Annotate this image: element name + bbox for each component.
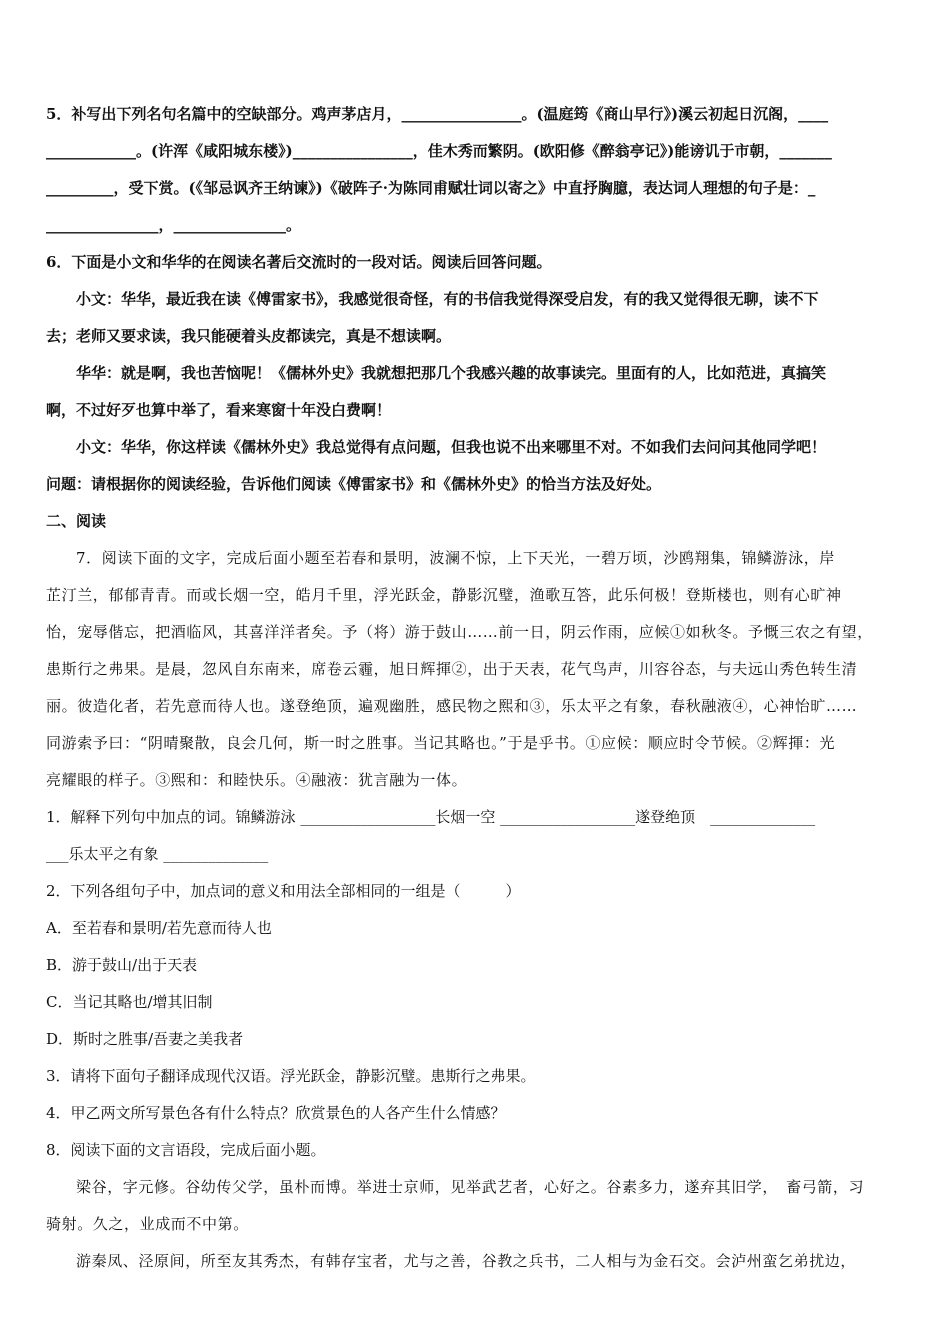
q7-passage-line-3: 怡，宠辱偕忘，把酒临风，其喜洋洋者矣。予（将）游于鼓山……前一日，阴云作雨，应候①如秋冬。予慨三农之有望， bbox=[46, 623, 873, 641]
q7-sub1-line-1: 1．解释下列句中加点的词。锦鳞游泳 __________________长烟一空 __________________遂登绝顶 ______________ bbox=[46, 808, 816, 826]
q8-title: 8．阅读下面的文言语段，完成后面小题。 bbox=[46, 1141, 326, 1159]
q5-line-1: 5．补写出下列名句名篇中的空缺部分。鸡声茅店月，________________。(温庭筠《商山早行》)溪云初起日沉阁，____ bbox=[46, 105, 829, 123]
q7-option-c: C．当记其略也/增其旧制 bbox=[46, 993, 213, 1011]
section-heading-reading: 二、阅读 bbox=[46, 512, 107, 530]
q7-sub4: 4．甲乙两文所写景色各有什么特点？欣赏景色的人各产生什么情感？ bbox=[46, 1104, 506, 1122]
q5-line-3: _________，受下赏。(《邹忌讽齐王纳谏》)《破阵子·为陈同甫赋壮词以寄之》中直抒胸臆，表达词人理想的句子是：_ bbox=[46, 179, 816, 197]
q8-passage-line-3: 游秦凤、泾原间，所至友其秀杰，有韩存宝者，尤与之善，谷教之兵书，二人相与为金石交。会泸州蛮乞弟扰边， bbox=[76, 1252, 857, 1270]
q6-dialogue-huahua: 华华：就是啊，我也苦恼呢！《儒林外史》我就想把那几个我感兴趣的故事读完。里面有的人，比如范进，真搞笑 bbox=[76, 364, 827, 382]
q7-passage-line-1: 7．阅读下面的文字，完成后面小题至若春和景明，波澜不惊，上下天光，一碧万顷，沙鸥翔集，锦鳞游泳，岸 bbox=[76, 549, 835, 567]
q7-sub2: 2．下列各组句子中，加点词的意义和用法全部相同的一组是（ ） bbox=[46, 882, 521, 900]
q8-passage-line-1: 梁谷，字元修。谷幼传父学，虽朴而博。举进士京师，见举武艺者，心好之。谷素多力，遂弃其旧学， 畜弓箭，习 bbox=[76, 1178, 865, 1196]
q6-dialogue-xiaowen-1-cont: 去；老师又要求读，我只能硬着头皮都读完，真是不想读啊。 bbox=[46, 327, 452, 345]
document-page bbox=[46, 96, 906, 1280]
q6-dialogue-xiaowen-2: 小文：华华，你这样读《儒林外史》我总觉得有点问题，但我也说不出来哪里不对。不如我们去问问其他同学吧！ bbox=[76, 438, 827, 456]
q6-dialogue-huahua-cont: 啊，不过好歹也算中举了，看来寒窗十年没白费啊！ bbox=[46, 401, 392, 419]
q6-dialogue-xiaowen-1: 小文：华华，最近我在读《傅雷家书》，我感觉很奇怪，有的书信我觉得深受启发，有的我又觉得很无聊，读不下 bbox=[76, 290, 819, 308]
q7-sub3: 3．请将下面句子翻译成现代汉语。浮光跃金，静影沉璧。患斯行之弗果。 bbox=[46, 1067, 536, 1085]
q7-passage-line-4: 患斯行之弗果。是晨，忽风自东南来，席卷云霾，旭日辉揮②，出于天表，花气鸟声，川容谷态，与夫远山秀色转生清 bbox=[46, 660, 858, 678]
q7-sub1-line-2: ___乐太平之有象 ______________ bbox=[46, 845, 269, 863]
q7-passage-line-7: 亮耀眼的样子。③熙和：和睦快乐。④融液：犹言融为一体。 bbox=[46, 771, 468, 789]
q7-option-b: B．游于鼓山/出于天表 bbox=[46, 956, 198, 974]
q7-option-d: D．斯时之胜事/吾妻之美我者 bbox=[46, 1030, 244, 1048]
q5-line-4: _______________，_______________。 bbox=[46, 216, 302, 234]
q7-passage-line-2: 芷汀兰，郁郁青青。而或长烟一空，皓月千里，浮光跃金，静影沉璧，渔歌互答，此乐何极！登斯楼也，则有心旷神 bbox=[46, 586, 842, 604]
q8-passage-line-2: 骑射。久之，业成而不中第。 bbox=[46, 1215, 249, 1233]
q6-title: 6．下面是小文和华华的在阅读名著后交流时的一段对话。阅读后回答问题。 bbox=[46, 253, 552, 271]
q7-passage-line-6: 同游索予曰：“阴晴聚散，良会几何，斯一时之胜事。当记其略也。”于是乎书。①应候：顺应时令节候。②辉揮：光 bbox=[46, 734, 836, 752]
q6-question: 问题：请根据你的阅读经验，告诉他们阅读《傅雷家书》和《儒林外史》的恰当方法及好处。 bbox=[46, 475, 662, 493]
q7-option-a: A．至若春和景明/若先意而待人也 bbox=[46, 919, 272, 937]
q5-line-2: ____________。(许浑《咸阳城东楼》)________________，佳木秀而繁阴。(欧阳修《醉翁亭记》)能谤讥于市朝，_______ bbox=[46, 142, 832, 160]
q7-passage-line-5: 丽。彼造化者，若先意而待人也。遂登绝顶，遍观幽胜，感民物之熙和③，乐太平之有象，春秋融液④，心神怡旷…… bbox=[46, 697, 858, 715]
